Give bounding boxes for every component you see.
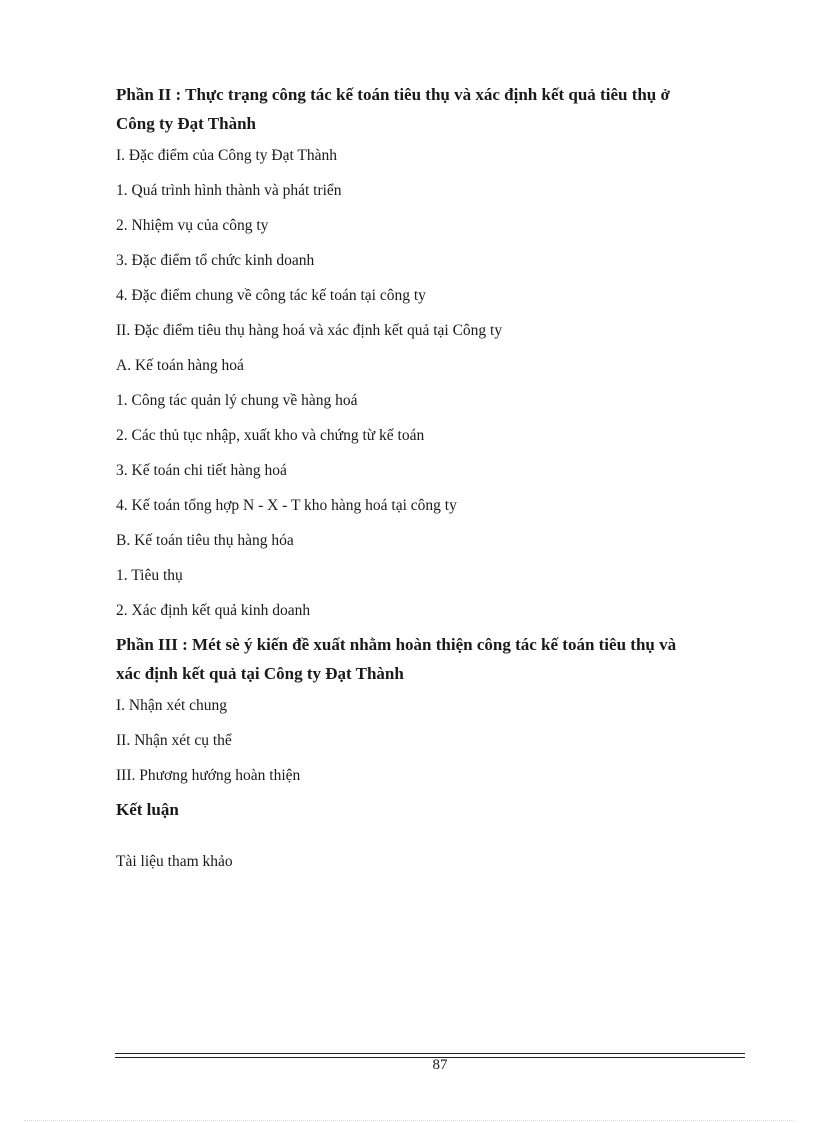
toc-item: 3. Kế toán chi tiết hàng hoá	[116, 462, 287, 479]
toc-item: I. Đặc điểm của Công ty Đạt Thành	[116, 147, 337, 164]
toc-item: A. Kế toán hàng hoá	[116, 357, 244, 374]
part3-list	[116, 688, 696, 793]
references-item: Tài liệu tham khảo	[116, 853, 233, 870]
toc-item: III. Phương hướng hoàn thiện	[116, 767, 301, 784]
page-edge-divider	[24, 1120, 794, 1121]
toc-item: B. Kế toán tiêu thụ hàng hóa	[116, 532, 294, 549]
toc-item: 1. Tiêu thụ	[116, 567, 183, 584]
toc-item: 2. Nhiệm vụ của công ty	[116, 217, 269, 234]
conclusion-heading: Kết luận	[116, 800, 179, 819]
page-number: 87	[432, 1057, 448, 1073]
table-of-contents	[116, 80, 696, 879]
toc-item: II. Đặc điểm tiêu thụ hàng hoá và xác định kết quả tại Công ty	[116, 322, 503, 339]
toc-item: II. Nhận xét cụ thể	[116, 732, 232, 749]
part2-heading: Phần II : Thực trạng công tác kế toán tiêu thụ và xác định kết quả tiêu thụ ở Công ty Đạt Thành	[116, 85, 670, 133]
toc-item: I. Nhận xét chung	[116, 697, 228, 714]
toc-item: 2. Các thủ tục nhập, xuất kho và chứng từ kế toán	[116, 427, 425, 444]
toc-item: 4. Đặc điểm chung về công tác kế toán tại công ty	[116, 287, 426, 304]
toc-item: 1. Quá trình hình thành và phát triển	[116, 182, 342, 199]
toc-item: 1. Công tác quản lý chung về hàng hoá	[116, 392, 358, 409]
toc-item: 2. Xác định kết quả kinh doanh	[116, 602, 311, 619]
toc-item: 4. Kế toán tổng hợp N - X - T kho hàng hoá tại công ty	[116, 497, 457, 514]
part3-heading: Phần III : Mét sè ý kiến đề xuất nhằm hoàn thiện công tác kế toán tiêu thụ và xác định kết quả tại Công ty Đạt Thành	[116, 635, 677, 683]
part2-list	[116, 138, 696, 628]
toc-item: 3. Đặc điểm tổ chức kinh doanh	[116, 252, 315, 269]
